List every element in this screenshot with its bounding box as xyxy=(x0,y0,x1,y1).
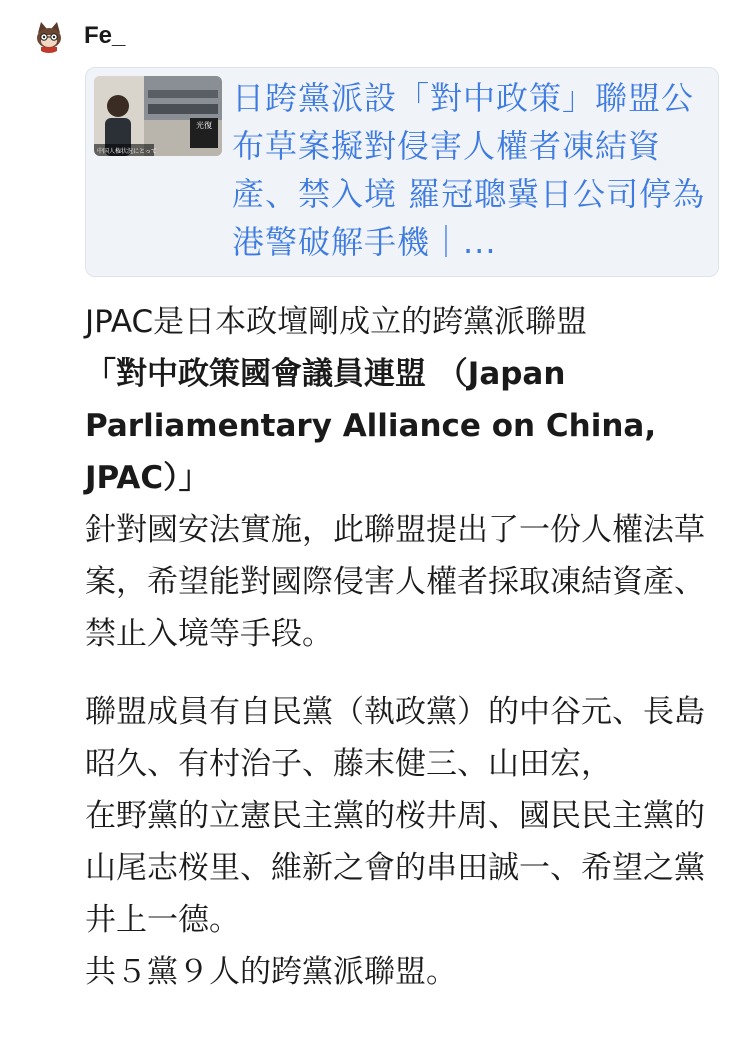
post-text-opposition: 在野黨的立憲民主黨的桜井周、國民民主黨的山尾志桜里、維新之會的串田誠一、希望之黨井上一德。 xyxy=(85,798,705,938)
link-thumbnail[interactable] xyxy=(94,76,222,156)
paragraph-gap xyxy=(85,660,725,686)
link-preview-card[interactable] xyxy=(85,67,719,277)
post-text-members: 聯盟成員有自民黨（執政黨）的中谷元、長島昭久、有村治子、藤末健三、山田宏， xyxy=(85,694,705,782)
link-title[interactable]: 日跨黨派設「對中政策」聯盟公布草案擬對侵害人權者凍結資產、禁入境 羅冠聰冀日公司停為港警破解手機｜... xyxy=(232,79,706,261)
post-text-bold-2: Parliamentary Alliance on China, xyxy=(85,408,657,444)
post-header xyxy=(32,14,125,58)
username[interactable]: Fe_ xyxy=(84,22,126,49)
post-text-intro: JPAC是日本政壇剛成立的跨黨派聯盟 xyxy=(85,304,588,340)
post-text-bold-3: JPAC）」 xyxy=(85,460,210,496)
post-body xyxy=(85,296,725,998)
thumbnail-caption: 光復 xyxy=(196,121,212,130)
thumbnail-subtitle: 中国人権状況にとって xyxy=(97,148,157,155)
post-text-paragraph-1: 針對國安法實施，此聯盟提出了一份人權法草案，希望能對國際侵害人權者採取凍結資產、禁止入境等手段。 xyxy=(85,512,705,652)
post-text-bold-1: 「對中政策國會議員連盟 （Japan xyxy=(85,356,566,392)
post-text-summary: 共５黨９人的跨黨派聯盟。 xyxy=(85,954,457,990)
cat-avatar-icon[interactable] xyxy=(32,19,66,53)
